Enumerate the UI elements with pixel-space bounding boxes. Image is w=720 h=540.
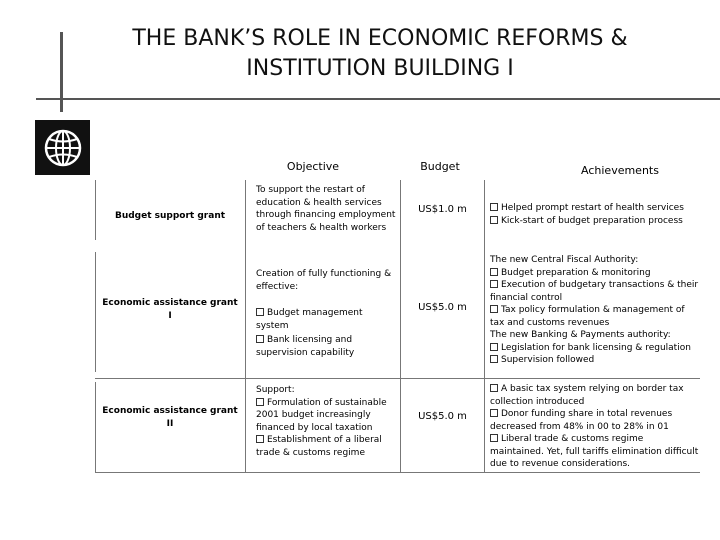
budget-cell: US$1.0 m bbox=[418, 204, 467, 215]
achievements-cell bbox=[490, 383, 700, 471]
row-name-economic-assistance-1: Economic assistance grant I bbox=[102, 298, 238, 321]
list-item: Bank licensing and supervision capability bbox=[256, 335, 355, 358]
row-name-budget-support: Budget support grant bbox=[114, 211, 226, 221]
bullet-square-icon bbox=[490, 384, 498, 392]
bullet-square-icon bbox=[256, 335, 264, 343]
row-separator bbox=[95, 378, 700, 379]
header-objective: Objective bbox=[286, 160, 340, 173]
list-item: Supervision followed bbox=[490, 354, 700, 367]
header-budget: Budget bbox=[420, 160, 460, 173]
column-separator bbox=[95, 382, 96, 472]
bullet-square-icon bbox=[490, 409, 498, 417]
objective-intro: Creation of fully functioning & effective: bbox=[256, 269, 392, 292]
bullet-square-icon bbox=[490, 305, 498, 313]
slide-title-line-1: THE BANK’S ROLE IN ECONOMIC REFORMS & bbox=[132, 26, 628, 51]
list-item: Helped prompt restart of health services bbox=[490, 202, 700, 215]
column-separator bbox=[400, 180, 401, 472]
column-separator bbox=[95, 180, 96, 240]
bullet-square-icon bbox=[490, 216, 498, 224]
list-item: Establishment of a liberal trade & customs regime bbox=[256, 435, 382, 458]
list-item: Liberal trade & customs regime maintained. Yet, full tariffs elimination difficult due to revenue considerations. bbox=[490, 434, 699, 469]
bullet-square-icon bbox=[490, 355, 498, 363]
objective-cell bbox=[256, 384, 396, 459]
achievements-cell bbox=[490, 254, 700, 367]
column-separator bbox=[95, 252, 96, 372]
objective-intro: Support: bbox=[256, 385, 295, 395]
bullet-square-icon bbox=[490, 280, 498, 288]
list-item: Formulation of sustainable 2001 budget increasingly financed by local taxation bbox=[256, 397, 387, 433]
accent-horizontal-line bbox=[36, 98, 720, 100]
list-item: Budget preparation & monitoring bbox=[490, 267, 700, 280]
slide-title-line-2: INSTITUTION BUILDING I bbox=[246, 56, 514, 81]
budget-cell: US$5.0 m bbox=[418, 302, 467, 313]
world-bank-logo bbox=[35, 120, 90, 175]
budget-cell: US$5.0 m bbox=[418, 411, 467, 422]
globe-icon bbox=[41, 126, 85, 170]
bullet-square-icon bbox=[490, 203, 498, 211]
list-item: A basic tax system relying on border tax collection introduced bbox=[490, 384, 684, 407]
column-separator bbox=[245, 180, 246, 472]
bullet-square-icon bbox=[256, 308, 264, 316]
list-item: Execution of budgetary transactions & their financial control bbox=[490, 280, 699, 303]
table-bottom-line bbox=[95, 472, 700, 473]
achievements-cell bbox=[490, 202, 700, 227]
list-item: Donor funding share in total revenues decreased from 48% in 00 to 28% in 01 bbox=[490, 409, 673, 432]
list-item: Budget management system bbox=[256, 308, 363, 331]
objective-cell bbox=[256, 268, 396, 359]
list-item: Legislation for bank licensing & regulation bbox=[490, 342, 700, 355]
bullet-square-icon bbox=[490, 268, 498, 276]
bullet-square-icon bbox=[256, 398, 264, 406]
slide-title bbox=[110, 24, 650, 84]
achievement-heading: The new Banking & Payments authority: bbox=[490, 330, 671, 340]
list-item: Kick-start of budget preparation process bbox=[490, 215, 700, 228]
bullet-square-icon bbox=[256, 435, 264, 443]
bullet-square-icon bbox=[490, 434, 498, 442]
objective-cell: To support the restart of education & health services through financing employment of teachers & health workers bbox=[256, 185, 396, 233]
row-name-economic-assistance-2: Economic assistance grant II bbox=[102, 406, 238, 429]
bullet-square-icon bbox=[490, 343, 498, 351]
column-separator bbox=[484, 180, 485, 472]
accent-vertical-line bbox=[60, 32, 63, 112]
list-item: Tax policy formulation & management of tax and customs revenues bbox=[490, 305, 685, 328]
achievement-heading: The new Central Fiscal Authority: bbox=[490, 255, 639, 265]
header-achievements: Achievements bbox=[581, 164, 659, 177]
